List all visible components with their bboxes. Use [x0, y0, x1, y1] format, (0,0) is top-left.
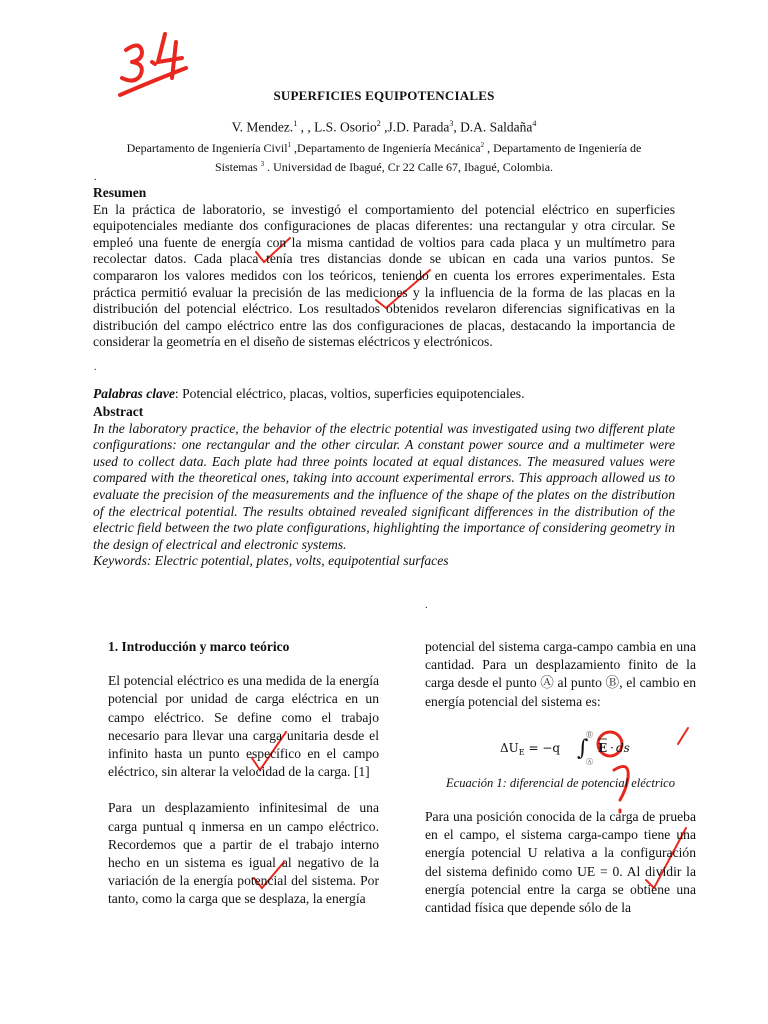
keywords-es-section — [93, 386, 675, 403]
svg-text:ΔUE = −q: $\Delta U_E = -q$ — [500, 741, 561, 757]
palabras-clave-text: : Potencial eléctrico, placas, voltios, superficies equipotenciales. — [174, 386, 525, 401]
intro-heading: 1. Introducción y marco teórico — [108, 639, 290, 654]
palabras-clave-label: Palabras clave — [93, 386, 175, 401]
intro-paragraph-2: Para un desplazamiento infinitesimal de una carga puntual q inmersa en un campo eléctrico. Recordemos que a partir de el trabajo interno hecho en un sistema es igual al negativo de la variación de la energía potencial del sistema. Por tanto, como la carga que se desplaza, la energía — [108, 800, 379, 907]
stray-dot: . — [425, 600, 428, 611]
right-paragraph-2: Para una posición conocida de la carga de prueba en el campo, el sistema carga-campo tiene una energía potencial U relativa a la configuración del sistema definido como UE = 0. Al dividir la energía potencial entre la carga se obtiene una cantidad física que depende sólo de la — [425, 809, 696, 916]
palabras-clave — [93, 386, 675, 403]
abstract-section — [93, 404, 675, 570]
stray-dot: . — [94, 362, 97, 373]
authors-line: V. Mendez.$^1$ , , L.S. Osorio$^2$ ,J.D. Parada$^3$, D.A. Saldaña$^4$ — [231, 119, 537, 135]
abstract-keywords: Keywords: Electric potential, plates, volts, equipotential surfaces — [93, 553, 449, 569]
stray-dot: . — [94, 172, 97, 183]
resumen-text: En la práctica de laboratorio, se investigó el comportamiento del potencial eléctrico en superficies equipotenciales mediante dos configuraciones de placas diferentes: una rectangular y otra circular. Se empleó una fuente de energía con la misma cantidad de voltios para cada placa y un multímetro para recolectar datos. Cada placa tenía tres distancias donde se ubican en cada una varios puntos. Se compararon los valores medidos con los teóricos, teniendo en cuenta los errores experimentales. Esta práctica permitió evaluar la precisión de las mediciones y la influencia de la forma de las placas en la distribución del potencial eléctrico. Los resultados obtenidos revelaron diferencias significativas en la distribución del campo eléctrico entre las dos configuraciones de placas, destacando la importancia de considerar la geometría en el diseño de sistemas eléctricos y electrónicos. — [93, 201, 675, 350]
right-paragraph-1: potencial del sistema carga-campo cambia en una cantidad. Para un desplazamiento finito de la carga desde el punto Ⓐ al punto Ⓑ, el cambio en energía potencial del sistema es: — [425, 639, 696, 709]
resumen-section — [93, 185, 675, 351]
grade-mark — [120, 34, 186, 95]
svg-text:ds: ds — [616, 741, 630, 755]
abstract-heading: Abstract — [93, 404, 144, 419]
svg-text:·: · — [610, 741, 614, 755]
affiliations: Departamento de Ingeniería Civil$^1$ ,Departamento de Ingeniería Mecánica$^2$ , Departamento de Ingeniería de Sistemas $^3$ . Universidad de Ibagué, Cr 22 Calle 67, Ibagué, Colombia. — [126, 141, 642, 174]
resumen-heading: Resumen — [93, 185, 147, 200]
right-column — [425, 638, 696, 711]
grade-text: 3.4 — [0, 0, 2, 1]
abstract-text: In the laboratory practice, the behavior of the electric potential was investigated using two different plate configurations: one rectangular and the other circular. A constant power source and a multimeter were used to collect data. Each plate had three points located at equal distances. The measured values were compared with the theoretical ones, taking into account experimental errors. This approach allowed us to evaluate the precision of the measurements and the influence of the shape of the plates on the distribution of the electrical potential. The results obtained revealed significant differences in the distribution of the electric field between the two plate configurations, highlighting the importance of considering geometry in the design of electrical and electronic systems. — [93, 420, 675, 552]
left-column — [108, 638, 379, 909]
equation-caption: Ecuación 1: diferencial de potencial eléctrico — [446, 776, 675, 790]
intro-paragraph-1: El potencial eléctrico es una medida de la energía potencial por unidad de carga eléctrica en un campo eléctrico. Se define como el trabajo necesario para llevar una carga unitaria desde el infinito hasta un punto específico en el campo eléctrico, sin alterar la velocidad de la carga. [1] — [108, 673, 379, 780]
paper-title: SUPERFICIES EQUIPOTENCIALES — [273, 88, 495, 103]
equation-1 — [500, 728, 670, 768]
svg-text:∫: ∫ — [577, 736, 589, 761]
svg-text:Ⓑ: Ⓑ — [586, 731, 593, 739]
svg-text:Ⓐ: Ⓐ — [586, 758, 593, 766]
right-column-continued — [425, 808, 696, 917]
svg-text:E: E — [598, 741, 608, 755]
